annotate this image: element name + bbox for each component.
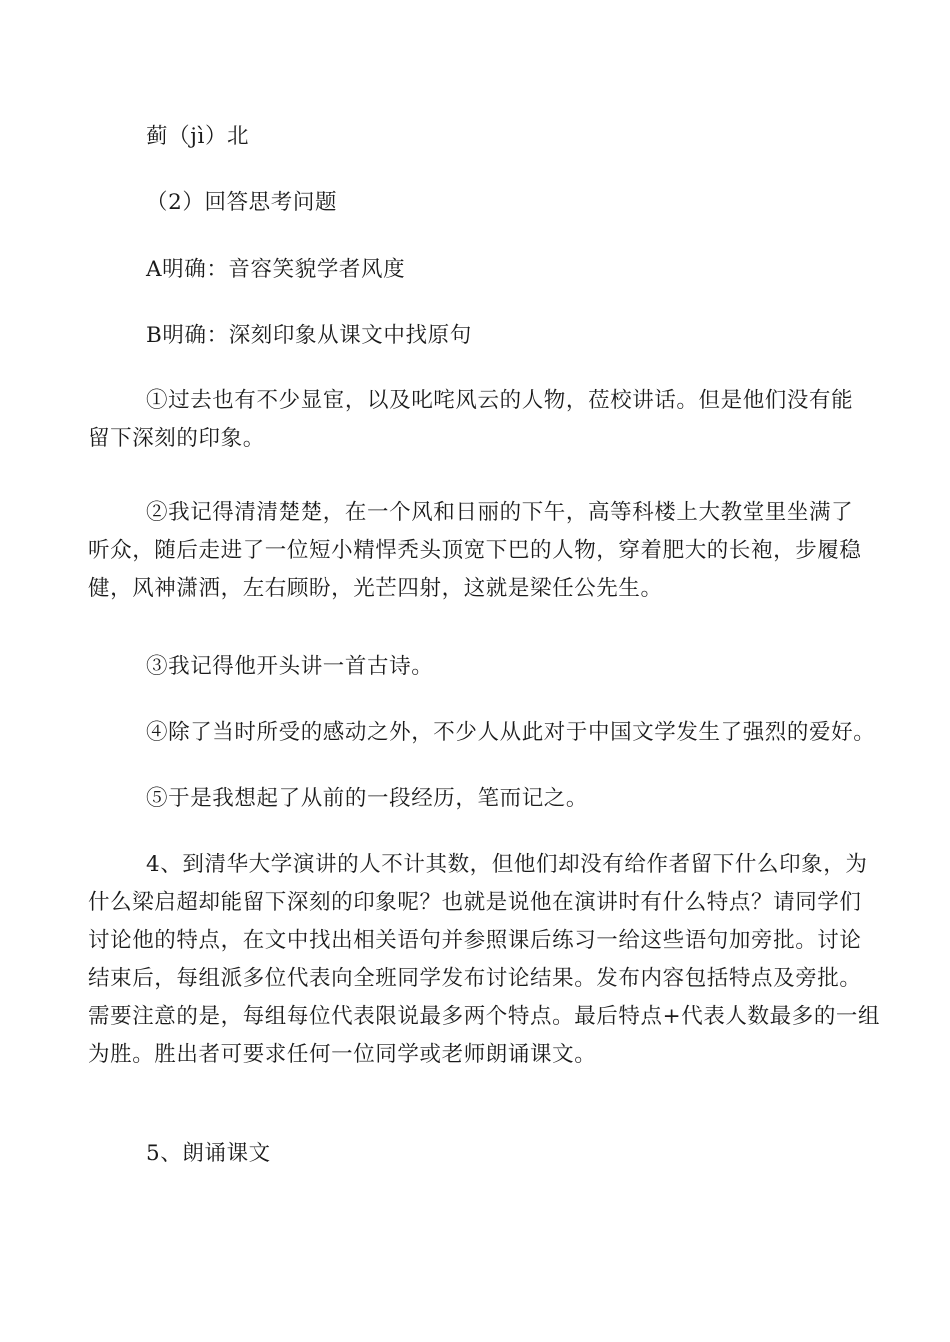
text-line: （2）回答思考问题 <box>146 190 338 215</box>
text-line: 听众，随后走进了一位短小精悍秃头顶宽下巴的人物，穿着肥大的长袍，步履稳 <box>88 538 862 563</box>
text-line: ⑤于是我想起了从前的一段经历，笔而记之。 <box>146 786 589 811</box>
paragraph-quote-3 <box>88 648 866 686</box>
text-line: ③我记得他开头讲一首古诗。 <box>146 654 434 679</box>
paragraph-quote-4 <box>88 714 876 752</box>
text-line: B明确：深刻印象从课文中找原句 <box>146 323 472 348</box>
text-line: ①过去也有不少显宦，以及叱咤风云的人物，莅校讲话。但是他们没有能 <box>146 388 854 413</box>
text-line: A明确：音容笑貌学者风度 <box>146 257 406 282</box>
paragraph-ji-bei <box>146 118 924 156</box>
text-line: 5、朗诵课文 <box>146 1141 271 1166</box>
text-line: 健，风神潇洒，左右顾盼，光芒四射，这就是梁任公先生。 <box>88 576 663 601</box>
text-line: 需要注意的是，每组每位代表限说最多两个特点。最后特点+代表人数最多的一组 <box>88 1004 881 1029</box>
text-line: 蓟（jì）北 <box>146 124 250 149</box>
text-line: 讨论他的特点，在文中找出相关语句并参照课后练习一给这些语句加旁批。讨论 <box>88 928 862 953</box>
text-line: ④除了当时所受的感动之外，不少人从此对于中国文学发生了强烈的爱好。 <box>146 720 876 745</box>
paragraph-answer-b <box>146 317 924 355</box>
paragraph-quote-5 <box>88 780 866 818</box>
paragraph-answer-a <box>146 251 924 289</box>
paragraph-quote-1 <box>88 382 866 458</box>
paragraph-step-4 <box>88 846 881 1074</box>
paragraph-quote-2 <box>88 494 866 608</box>
text-line: 为胜。胜出者可要求任何一位同学或老师朗诵课文。 <box>88 1042 597 1067</box>
text-line: 什么梁启超却能留下深刻的印象呢？也就是说他在演讲时有什么特点？请同学们 <box>88 890 862 915</box>
text-line: 4、到清华大学演讲的人不计其数，但他们却没有给作者留下什么印象，为 <box>146 852 868 877</box>
text-line: ②我记得清清楚楚，在一个风和日丽的下午，高等科楼上大教堂里坐满了 <box>146 500 854 525</box>
text-line: 留下深刻的印象。 <box>88 426 265 451</box>
section-heading-answer-questions <box>146 184 924 222</box>
paragraph-step-5 <box>88 1135 866 1173</box>
text-line: 结束后，每组派多位代表向全班同学发布讨论结果。发布内容包括特点及旁批。 <box>88 966 862 991</box>
